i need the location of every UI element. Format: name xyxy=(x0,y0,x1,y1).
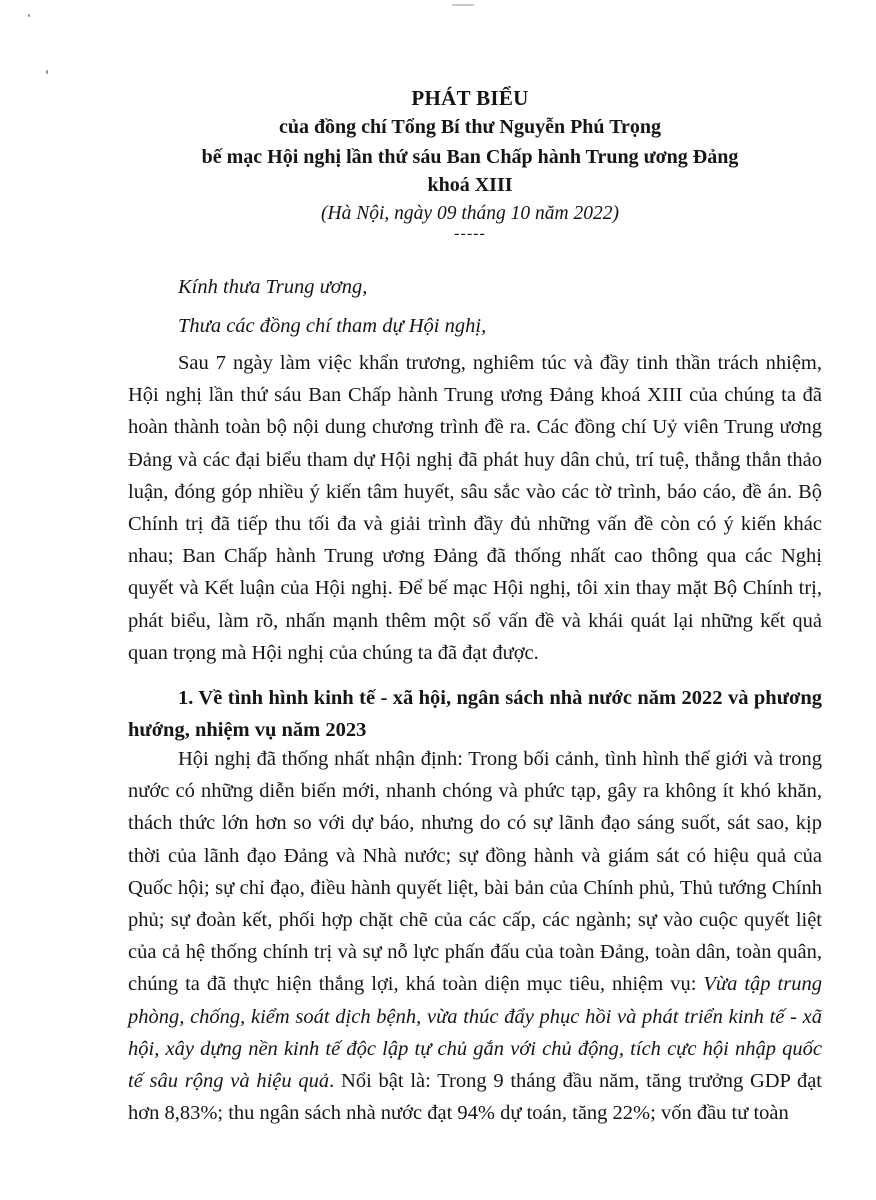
paragraph-2-italic: Vừa tập trung phòng, chống, kiểm soát dịch bệnh, vừa thúc đẩy phục hồi và phát triển kinh tế - xã hội, xây dựng nền kinh tế độc lập tự chủ gắn với chủ động, tích cực hội nhập quốc tế sâu rộng và hiệu quả xyxy=(128,973,822,1093)
paragraph-2-part-2: . Nổi bật là: Trong 9 tháng đầu năm, tăng trưởng GDP đạt hơn 8,83%; thu ngân sách nhà nước đạt 94% dự toán, tăng 22%; vốn đầu tư toàn xyxy=(128,1070,822,1125)
date-line: (Hà Nội, ngày 09 tháng 10 năm 2022) xyxy=(321,203,619,224)
paragraph-2-part-1: Hội nghị đã thống nhất nhận định: Trong bối cảnh, tình hình thế giới và trong nước có những diễn biến mới, nhanh chóng và phức tạp, gây ra không ít khó khăn, thách thức lớn hơn so với dự báo, nhưng do có sự lãnh đạo sáng suốt, sát sao, kịp thời của lãnh đạo Đảng và Nhà nước; sự đồng hành và giám sát có hiệu quả của Quốc hội; sự chỉ đạo, điều hành quyết liệt, bài bản của Chính phủ, Thủ tướng Chính phủ; sự đoàn kết, phối hợp chặt chẽ của các cấp, các ngành; sự vào cuộc quyết liệt của cả hệ thống chính trị và sự nỗ lực phấn đấu của toàn Đảng, toàn dân, toàn quân, chúng ta đã thực hiện thắng lợi, khá toàn diện mục tiêu, nhiệm vụ: xyxy=(128,748,822,996)
subtitle-line-2: bế mạc Hội nghị lần thứ sáu Ban Chấp hành Trung ương Đảng xyxy=(201,146,739,168)
subtitle-line-3: khoá XIII xyxy=(427,174,513,196)
paragraph-2 xyxy=(128,743,822,1129)
subtitle-line-1: của đồng chí Tổng Bí thư Nguyễn Phú Trọng xyxy=(278,116,662,138)
greeting-1: Kính thưa Trung ương, xyxy=(178,276,368,298)
document-title: PHÁT BIỂU xyxy=(411,86,529,110)
scan-speck xyxy=(46,70,48,74)
paragraph-1: Sau 7 ngày làm việc khẩn trương, nghiêm túc và đầy tinh thần trách nhiệm, Hội nghị lần thứ sáu Ban Chấp hành Trung ương Đảng khoá XIII của chúng ta đã hoàn thành toàn bộ nội dung chương trình đề ra. Các đồng chí Uỷ viên Trung ương Đảng và các đại biểu tham dự Hội nghị đã phát huy dân chủ, trí tuệ, thẳng thắn thảo luận, đóng góp nhiều ý kiến tâm huyết, sâu sắc vào các tờ trình, báo cáo, đề án. Bộ Chính trị đã tiếp thu tối đa và giải trình đầy đủ những vấn đề còn có ý kiến khác nhau; Ban Chấp hành Trung ương Đảng đã thống nhất cao thông qua các Nghị quyết và Kết luận của Hội nghị. Để bế mạc Hội nghị, tôi xin thay mặt Bộ Chính trị, phát biểu, làm rõ, nhấn mạnh thêm một số vấn đề và khái quát lại những kết quả quan trọng mà Hội nghị của chúng ta đã đạt được. xyxy=(128,352,822,664)
scan-speck xyxy=(28,14,30,17)
section-1-heading: 1. Về tình hình kinh tế - xã hội, ngân sách nhà nước năm 2022 và phương hướng, nhiệm vụ năm 2023 xyxy=(128,687,822,741)
scan-speck xyxy=(452,4,474,6)
greeting-2: Thưa các đồng chí tham dự Hội nghị, xyxy=(178,315,487,337)
separator: ----- xyxy=(454,225,486,242)
